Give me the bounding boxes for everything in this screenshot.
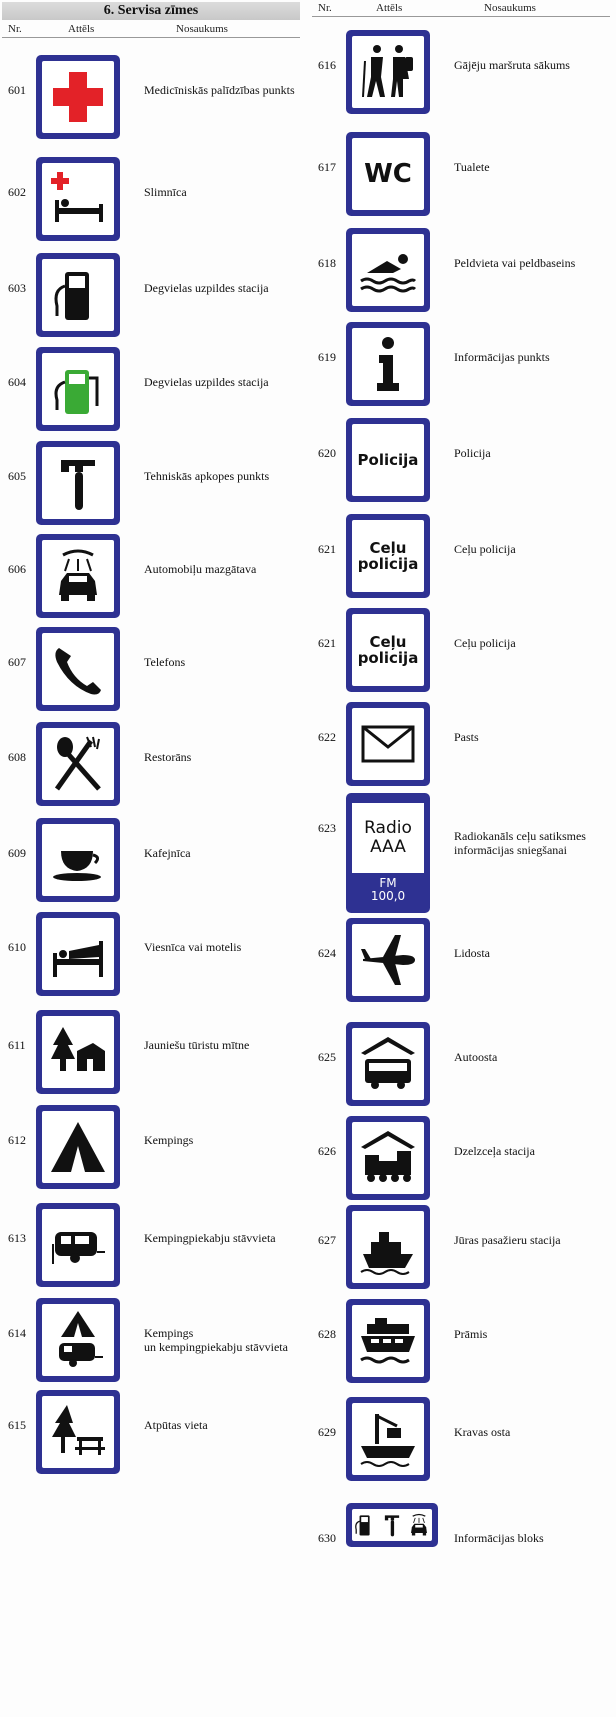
sign-name: Jūras pasažieru stacija xyxy=(454,1233,561,1247)
service-sign xyxy=(346,1503,438,1547)
picnic-icon xyxy=(47,1401,109,1463)
red-cross-icon xyxy=(47,66,109,128)
sign-name: Lidosta xyxy=(454,946,490,960)
sign-name: Tehniskās apkopes punkts xyxy=(144,469,270,483)
hospital-bed-icon xyxy=(47,168,109,230)
ferry-icon xyxy=(357,1310,419,1372)
header-image-right: Attēls xyxy=(376,2,403,14)
sign-number: 613 xyxy=(8,1231,26,1245)
service-sign xyxy=(346,1205,430,1289)
sign-name: Kempingpiekabju stāvvieta xyxy=(144,1231,276,1245)
header-rule-left xyxy=(2,37,300,38)
fork-spoon-icon xyxy=(47,733,109,795)
sign-number: 612 xyxy=(8,1133,26,1147)
header-nr: Nr. xyxy=(8,23,22,35)
service-sign xyxy=(346,1022,430,1106)
service-sign xyxy=(36,55,120,139)
sign-number: 616 xyxy=(318,58,336,72)
car-wash-icon xyxy=(406,1512,432,1538)
car-wash-icon xyxy=(47,545,109,607)
sign-number: 626 xyxy=(318,1144,336,1158)
caravan-icon xyxy=(47,1214,109,1276)
service-sign xyxy=(346,1116,430,1200)
header-nr-right: Nr. xyxy=(318,2,332,14)
telephone-icon xyxy=(47,638,109,700)
sign-name: Policija xyxy=(454,446,491,460)
service-sign xyxy=(346,228,430,312)
service-sign xyxy=(36,1105,120,1189)
sign-number: 611 xyxy=(8,1038,26,1052)
service-sign xyxy=(346,1299,430,1383)
sign-number: 623 xyxy=(318,821,336,835)
sign-name: Prāmis xyxy=(454,1327,488,1341)
service-sign xyxy=(346,608,430,692)
sign-name: Viesnīca vai motelis xyxy=(144,940,242,954)
sign-name: Pasts xyxy=(454,730,479,744)
service-sign xyxy=(346,322,430,406)
sign-number: 605 xyxy=(8,469,26,483)
service-sign xyxy=(36,347,120,431)
service-sign xyxy=(36,534,120,618)
wc-icon: WC xyxy=(364,158,412,189)
sign-name: Slimnīca xyxy=(144,185,187,199)
sign-number: 609 xyxy=(8,846,26,860)
fuel-pump-icon xyxy=(47,264,109,326)
tree-house-icon xyxy=(47,1021,109,1083)
service-sign xyxy=(346,793,430,913)
sign-number: 619 xyxy=(318,350,336,364)
coffee-cup-icon xyxy=(47,829,109,891)
service-sign xyxy=(346,132,430,216)
sign-name: Tualete xyxy=(454,160,490,174)
sign-number: 620 xyxy=(318,446,336,460)
service-sign xyxy=(36,818,120,902)
sign-number: 621 xyxy=(318,542,336,556)
service-sign xyxy=(36,253,120,337)
sign-name: Atpūtas vieta xyxy=(144,1418,208,1432)
train-station-icon xyxy=(357,1127,419,1189)
header-rule-right xyxy=(312,16,610,17)
fuel-pump-icon xyxy=(352,1512,378,1538)
police-text-icon: Policija xyxy=(357,450,419,469)
service-sign xyxy=(346,30,430,114)
sign-name: Medicīniskās palīdzības punkts xyxy=(144,83,295,97)
service-sign xyxy=(346,1397,430,1481)
sign-number: 617 xyxy=(318,160,336,174)
tent-icon xyxy=(47,1116,109,1178)
ship-icon xyxy=(357,1216,419,1278)
section-title: 6. Servisa zīmes xyxy=(2,2,300,20)
swimmer-icon xyxy=(357,239,419,301)
service-sign xyxy=(36,1390,120,1474)
road-police-text-icon: Ceļu policija xyxy=(357,538,419,573)
radio-frequency-text: FM 100,0 xyxy=(370,875,406,903)
sign-number: 601 xyxy=(8,83,26,97)
sign-name: Kravas osta xyxy=(454,1425,511,1439)
sign-name: Kafejnīca xyxy=(144,846,191,860)
info-icon xyxy=(357,333,419,395)
sign-name: Autoosta xyxy=(454,1050,498,1064)
envelope-icon xyxy=(357,713,419,775)
bus-station-icon xyxy=(357,1033,419,1095)
header-image: Attēls xyxy=(68,23,95,35)
sign-number: 628 xyxy=(318,1327,336,1341)
service-sign xyxy=(36,912,120,996)
service-sign xyxy=(346,514,430,598)
sign-number: 625 xyxy=(318,1050,336,1064)
wrench-icon xyxy=(379,1512,405,1538)
sign-name: Restorāns xyxy=(144,750,192,764)
wrench-icon xyxy=(47,452,109,514)
sign-number: 603 xyxy=(8,281,26,295)
sign-number: 618 xyxy=(318,256,336,270)
sign-name: Radiokanāls ceļu satiksmes informācijas sniegšanai xyxy=(454,829,586,857)
sign-name: Kempings un kempingpiekabju stāvvieta xyxy=(144,1326,288,1354)
sign-number: 624 xyxy=(318,946,336,960)
sign-name: Dzelzceļa stacija xyxy=(454,1144,535,1158)
sign-name: Kempings xyxy=(144,1133,194,1147)
sign-number: 615 xyxy=(8,1418,26,1432)
sign-name: Gājēju maršruta sākums xyxy=(454,58,570,72)
hikers-icon xyxy=(357,41,419,103)
service-sign xyxy=(36,1010,120,1094)
sign-number: 630 xyxy=(318,1531,336,1545)
header-name-right: Nosaukums xyxy=(484,2,536,14)
cargo-port-icon xyxy=(357,1408,419,1470)
service-sign xyxy=(36,1298,120,1382)
sign-number: 622 xyxy=(318,730,336,744)
sign-name: Degvielas uzpildes stacija xyxy=(144,375,269,389)
sign-number: 614 xyxy=(8,1326,26,1340)
sign-number: 604 xyxy=(8,375,26,389)
green-fuel-pump-icon xyxy=(47,358,109,420)
service-sign xyxy=(346,918,430,1002)
sign-name: Degvielas uzpildes stacija xyxy=(144,281,269,295)
sign-number: 627 xyxy=(318,1233,336,1247)
radio-station-text: Radio AAA xyxy=(352,803,424,873)
service-sign xyxy=(36,157,120,241)
sign-name: Peldvieta vai peldbaseins xyxy=(454,256,576,270)
sign-name: Informācijas bloks xyxy=(454,1531,544,1545)
sign-name: Ceļu policija xyxy=(454,542,516,556)
sign-name: Ceļu policija xyxy=(454,636,516,650)
sign-number: 610 xyxy=(8,940,26,954)
header-name: Nosaukums xyxy=(176,23,228,35)
service-sign xyxy=(36,441,120,525)
bed-icon xyxy=(47,923,109,985)
sign-name: Informācijas punkts xyxy=(454,350,550,364)
road-police-text-icon: Ceļu policija xyxy=(357,632,419,667)
sign-name: Jauniešu tūristu mītne xyxy=(144,1038,250,1052)
sign-number: 602 xyxy=(8,185,26,199)
tent-caravan-icon xyxy=(47,1309,109,1371)
service-sign xyxy=(36,722,120,806)
service-sign xyxy=(346,702,430,786)
sign-number: 607 xyxy=(8,655,26,669)
sign-number: 608 xyxy=(8,750,26,764)
sign-name: Telefons xyxy=(144,655,186,669)
sign-name: Automobiļu mazgātava xyxy=(144,562,257,576)
service-sign xyxy=(36,1203,120,1287)
sign-number: 606 xyxy=(8,562,26,576)
airplane-icon xyxy=(357,929,419,991)
sign-number: 621 xyxy=(318,636,336,650)
sign-number: 629 xyxy=(318,1425,336,1439)
service-sign xyxy=(346,418,430,502)
service-sign xyxy=(36,627,120,711)
